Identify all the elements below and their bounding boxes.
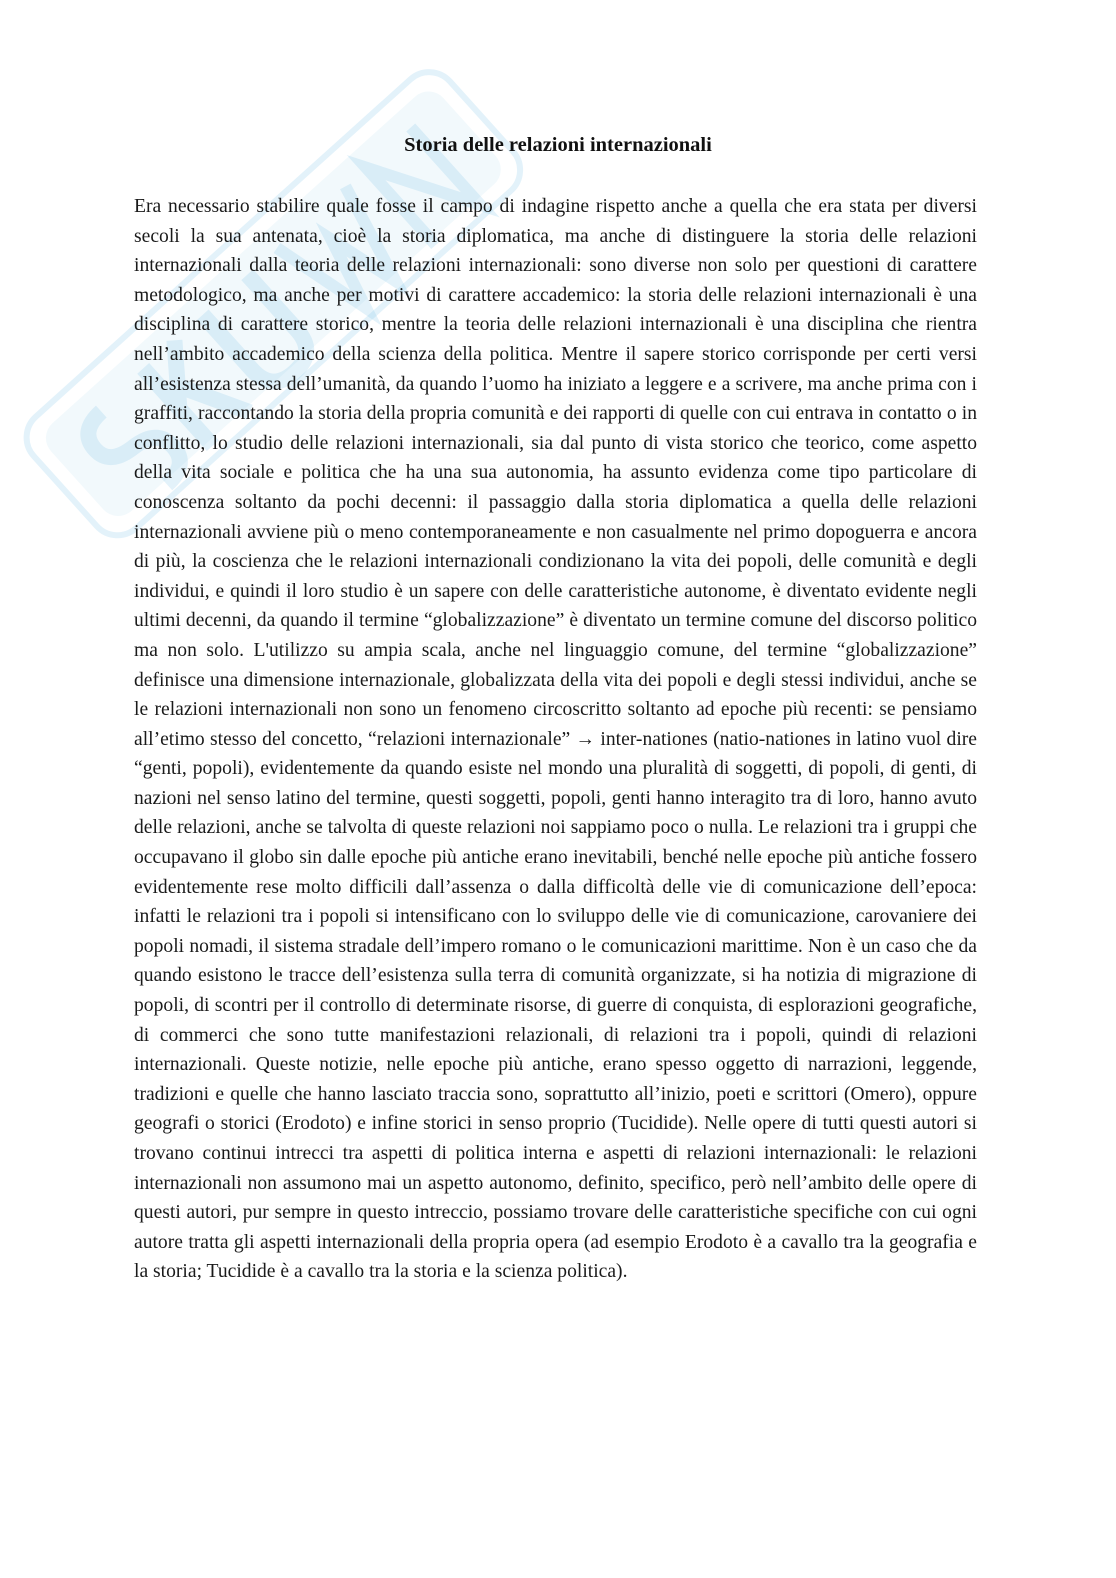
document-body-paragraph: Era necessario stabilire quale fosse il campo di indagine rispetto anche a quella che era stata per diversi secoli la sua antenata, cioè la storia diplomatica, ma anche di distinguere la storia delle relazioni internazionali dalla teoria delle relazioni internazionali: sono diverse non solo per questioni di carattere metodologico, ma anche per motivi di carattere accademico: la storia delle relazioni internazionali è una disciplina di carattere storico, mentre la teoria delle relazioni internazionali è una disciplina che rientra nell’ambito accademico della scienza della politica. Mentre il sapere storico corrisponde per certi versi all’esistenza stessa dell’umanità, da quando l’uomo ha iniziato a leggere e a scrivere, ma anche prima con i graffiti, raccontando la storia della propria comunità e dei rapporti di quelle con cui entrava in contatto o in conflitto, lo studio delle relazioni internazionali, sia dal punto di vista storico che teorico, come aspetto della vita sociale e politica che ha una sua autonomia, ha assunto evidenza come tipo particolare di conoscenza soltanto da pochi decenni: il passaggio dalla storia diplomatica a quella delle relazioni internazionali avviene più o meno contemporaneamente e non casualmente nel primo dopoguerra e ancora di più, la coscienza che le relazioni internazionali condizionano la vita dei popoli, delle comunità e degli individui, e quindi il loro studio è un sapere con delle caratteristiche autonome, è diventato evidente negli ultimi decenni, da quando il termine “globalizzazione” è diventato un termine comune del discorso politico ma non solo. L'utilizzo su ampia scala, anche nel linguaggio comune, del termine “globalizzazione” definisce una dimensione internazionale, globalizzata della vita dei popoli e degli stessi individui, anche se le relazioni internazionali non sono un fenomeno circoscritto soltanto ad epoche più recenti: se pensiamo all’etimo stesso del concetto, “relazioni internazionale” → inter-nationes (natio-nationes in latino vuol dire “genti, popoli), evidentemente da quando esiste nel mondo una pluralità di soggetti, di popoli, di genti, di nazioni nel senso latino del termine, questi soggetti, popoli, genti hanno interagito tra di loro, hanno avuto delle relazioni, anche se talvolta di queste relazioni noi sappiamo poco o nulla. Le relazioni tra i gruppi che occupavano il globo sin dalle epoche più antiche erano inevitabili, benché nelle epoche più antiche fossero evidentemente rese molto difficili dall’assenza o dalla difficoltà delle vie di comunicazione dell’epoca: infatti le relazioni tra i popoli si intensificano con lo sviluppo delle vie di comunicazione, carovaniere dei popoli nomadi, il sistema stradale dell’impero romano o le comunicazioni marittime. Non è un caso che da quando esistono le tracce dell’esistenza sulla terra di comunità organizzate, si ha notizia di migrazione di popoli, di scontri per il controllo di determinate risorse, di guerre di conquista, di esplorazioni geografiche, di commerci che sono tutte manifestazioni relazionali, di relazioni tra i popoli, quindi di relazioni internazionali. Queste notizie, nelle epoche più antiche, erano spesso oggetto di narrazioni, leggende, tradizioni e quelle che hanno lasciato traccia sono, soprattutto all’inizio, poeti e scrittori (Omero), oppure geografi o storici (Erodoto) e infine storici in senso proprio (Tucidide). Nelle opere di tutti questi autori si trovano continui intrecci tra aspetti di politica interna e aspetti di relazioni internazionali: le relazioni internazionali non assumono mai un aspetto autonomo, definito, specifico, però nell’ambito delle opere di questi autori, pur sempre in questo intreccio, possiamo trovare delle caratteristiche specifiche con cui ogni autore tratta gli aspetti internazionali della propria opera (ad esempio Erodoto è a cavallo tra la geografia e la storia; Tucidide è a cavallo tra la storia e la scienza politica). <box>134 196 977 1283</box>
document-title: Storia delle relazioni internazionali <box>404 134 712 156</box>
